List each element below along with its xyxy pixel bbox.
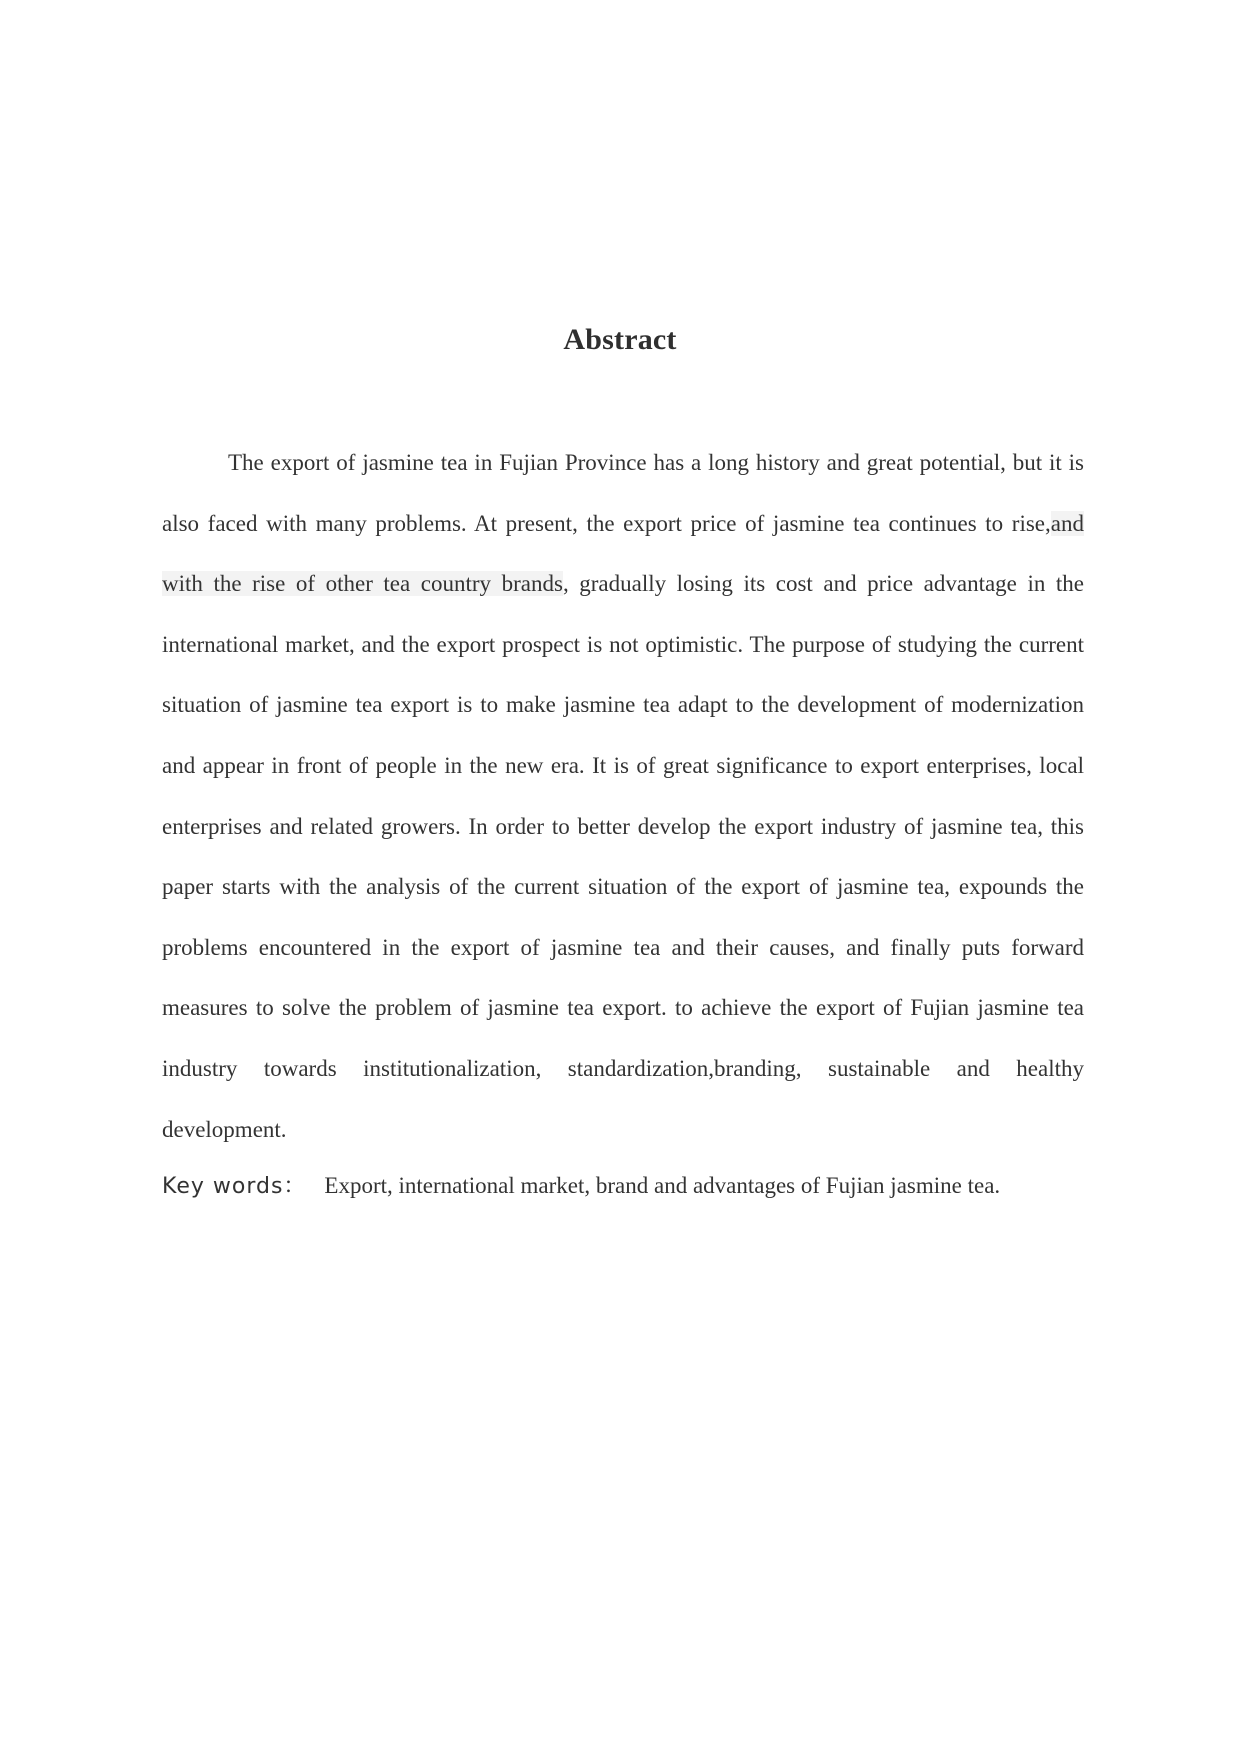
keywords-line [162, 1166, 1084, 1207]
abstract-paragraph [162, 433, 1084, 1160]
keywords-label: Key words： [162, 1174, 307, 1199]
highlighted-text: and with the rise of other tea country brands [162, 510, 1084, 597]
page-title: Abstract [563, 323, 677, 356]
abstract-text-part-1: The export of jasmine tea in Fujian Province has a long history and great potential, but it is also faced with many problems. At present, the export price of jasmine tea continues to rise, [162, 450, 1084, 536]
abstract-body [162, 433, 1084, 1160]
abstract-text-part-2: , gradually losing its cost and price advantage in the international market, and the export prospect is not optimistic. The purpose of studying the current situation of jasmine tea export is to make jasmine tea adapt to the development of modernization and appear in front of people in the new era. It is of great significance to export enterprises, local enterprises and related growers. In order to better develop the export industry of jasmine tea, this paper starts with the analysis of the current situation of the export of jasmine tea, expounds the problems encountered in the export of jasmine tea and their causes, and finally puts forward measures to solve the problem of jasmine tea export. to achieve the export of Fujian jasmine tea industry towards institutionalization, standardization,branding, sustainable and healthy development. [162, 571, 1084, 1142]
keywords-text: Export, international market, brand and advantages of Fujian jasmine tea. [324, 1173, 1001, 1198]
